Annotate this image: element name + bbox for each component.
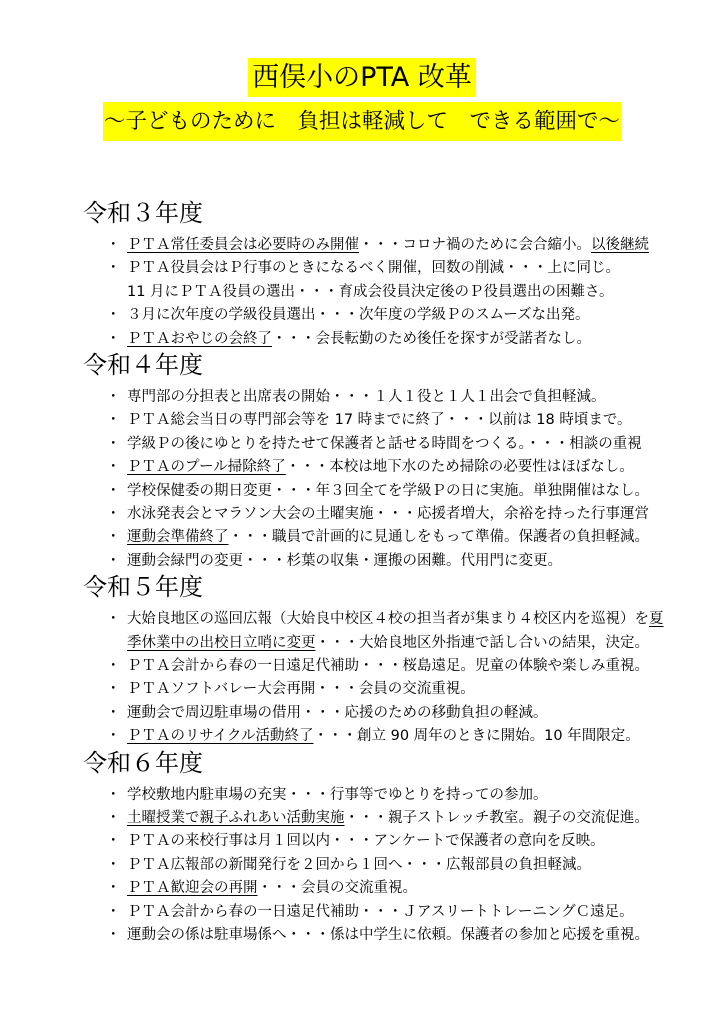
item-text-segment: ・・・親子ストレッチ教室。親子の交流促進。 <box>344 810 649 827</box>
page-title: 西俣小のPTA 改革 <box>248 58 476 97</box>
item-line <box>127 386 724 409</box>
item-text-segment: 大姶良地区の巡回広報（大姶良中校区４校の担当者が集まり４校区内を巡視）を <box>127 611 649 628</box>
list-item <box>106 550 724 573</box>
item-text <box>127 328 724 351</box>
item-line <box>127 608 724 631</box>
item-text <box>127 550 724 573</box>
list-item <box>106 433 724 456</box>
bullet-mark: ・ <box>106 810 121 827</box>
item-text <box>127 526 724 549</box>
underlined-text: ＰＴＡ常任委員会は必要時のみ開催 <box>127 237 359 253</box>
bullet-mark: ・ <box>106 833 121 850</box>
year-section <box>0 199 724 351</box>
item-line <box>127 328 724 351</box>
item-line <box>127 257 724 280</box>
item-line <box>127 456 724 479</box>
list-item <box>106 807 724 830</box>
list-item <box>106 854 724 877</box>
item-text <box>127 784 724 807</box>
item-text <box>127 807 724 830</box>
section-heading: 令和５年度 <box>83 573 203 602</box>
item-text <box>127 480 724 503</box>
item-text <box>127 830 724 853</box>
list-item <box>106 901 724 924</box>
item-text-segment: ＰＴＡ会計から春の一日遠足代補助・・・桜島遠足。児童の体験や楽しみ重視。 <box>127 658 649 675</box>
item-line <box>127 924 724 947</box>
item-text <box>127 924 724 947</box>
list-item <box>106 877 724 900</box>
list-item <box>106 924 724 947</box>
item-line <box>127 234 724 257</box>
list-item <box>106 386 724 409</box>
item-text <box>127 608 724 655</box>
item-line <box>127 877 724 900</box>
bullet-mark: ・ <box>106 330 121 347</box>
item-text <box>127 901 724 924</box>
list-item <box>106 725 724 748</box>
year-sections <box>0 199 724 948</box>
item-text-segment: ・・・会長転勤のため後任を探すが受諾者なし。 <box>272 330 591 347</box>
bullet-mark: ・ <box>106 529 121 546</box>
item-line <box>127 632 724 655</box>
list-item <box>106 456 724 479</box>
item-text <box>127 678 724 701</box>
underlined-text: 夏 <box>649 611 664 628</box>
list-item <box>106 702 724 725</box>
bullet-mark: ・ <box>106 856 121 873</box>
bullet-mark: ・ <box>106 552 121 569</box>
item-text-segment: ３月に次年度の学級役員選出・・・次年度の学級Ｐのスムーズな出発。 <box>127 307 590 324</box>
bullet-mark: ・ <box>106 435 121 452</box>
item-text-segment: 専門部の分担表と出席表の開始・・・１人１役と１人１出会で負担軽減。 <box>127 389 606 405</box>
item-text <box>127 433 724 456</box>
list-item <box>106 328 724 351</box>
item-text-segment: 学校敷地内駐車場の充実・・・行事等でゆとりを持っての参加。 <box>127 786 548 803</box>
item-list <box>0 386 724 573</box>
item-text-segment: ・・・本校は地下水のため掃除の必要性はほぼなし。 <box>285 459 634 476</box>
item-text-segment: ＰＴＡ広報部の新聞発行を２回から１回へ・・・広報部員の負担軽減。 <box>127 856 591 873</box>
underlined-text: ＰＴＡおやじの会終了 <box>127 330 272 347</box>
bullet-mark: ・ <box>106 237 121 253</box>
list-item <box>106 830 724 853</box>
item-line <box>127 725 724 748</box>
page-subtitle: ～子どものために 負担は軽減して できる範囲で～ <box>103 102 621 141</box>
item-text <box>127 234 724 257</box>
list-item <box>106 526 724 549</box>
item-text-segment: ＰＴＡソフトバレー大会再開・・・会員の交流重視。 <box>127 681 475 698</box>
title-block <box>0 58 724 97</box>
underlined-text: 土曜授業で親子ふれあい活動実施 <box>127 810 345 827</box>
item-text <box>127 386 724 409</box>
bullet-mark: ・ <box>106 786 121 803</box>
bullet-mark: ・ <box>106 307 121 324</box>
subtitle-block <box>0 102 724 141</box>
bullet-mark: ・ <box>106 728 121 745</box>
bullet-mark: ・ <box>106 611 121 628</box>
list-item <box>106 678 724 701</box>
item-text-segment: 運動会緑門の変更・・・杉葉の収集・運搬の困難。代用門に変更。 <box>127 552 562 569</box>
bullet-mark: ・ <box>106 412 121 429</box>
item-line <box>127 702 724 725</box>
item-line <box>127 433 724 456</box>
item-text-segment: 運動会で周辺駐車場の借用・・・応援のための移動負担の軽減。 <box>127 704 548 721</box>
item-line <box>127 678 724 701</box>
item-text <box>127 725 724 748</box>
item-text-segment: ・・・創立 90 周年のときに開始。10 年間限定。 <box>313 728 640 745</box>
bullet-mark: ・ <box>106 658 121 675</box>
item-text <box>127 655 724 678</box>
underlined-text: 季休業中の出校日立哨に変更 <box>127 634 316 651</box>
year-section <box>0 749 724 948</box>
item-text-segment: 水泳発表会とマラソン大会の土曜実施・・・応援者増大，余裕を持った行事運営 <box>127 506 649 523</box>
item-list <box>0 608 724 748</box>
section-heading: 令和４年度 <box>83 351 203 379</box>
bullet-mark: ・ <box>106 506 121 523</box>
bullet-mark: ・ <box>106 260 121 277</box>
item-text <box>127 854 724 877</box>
list-item <box>106 655 724 678</box>
bullet-mark: ・ <box>106 903 121 920</box>
item-list <box>0 234 724 351</box>
bullet-mark: ・ <box>106 459 121 476</box>
item-text <box>127 503 724 526</box>
item-text-segment: ・・・会員の交流重視。 <box>257 880 417 897</box>
item-text-segment: 学校保健委の期日変更・・・年３回全てを学級Ｐの日に実施。単独開催はなし。 <box>127 482 649 499</box>
item-line <box>127 854 724 877</box>
item-text-segment: ・・・大姶良地区外指連で話し合いの結果，決定。 <box>315 634 649 651</box>
underlined-text: ＰＴＡのリサイクル活動終了 <box>127 728 314 745</box>
item-text-segment: ＰＴＡ会計から春の一日遠足代補助・・・ＪアスリートトレーニングＣ遠足。 <box>127 903 634 920</box>
list-item <box>106 608 724 655</box>
bullet-mark: ・ <box>106 681 121 698</box>
year-section <box>0 573 724 748</box>
item-list <box>0 784 724 948</box>
item-text <box>127 877 724 900</box>
item-line <box>127 901 724 924</box>
underlined-text: 運動会準備終了 <box>127 529 229 546</box>
item-text-segment: 11 月にＰＴＡ役員の選出・・・育成会役員決定後のＰ役員選出の困難さ。 <box>127 283 614 300</box>
item-line <box>127 807 724 830</box>
item-text <box>127 409 724 432</box>
item-line <box>127 655 724 678</box>
list-item <box>106 234 724 257</box>
item-line <box>127 281 724 304</box>
list-item <box>106 257 724 304</box>
list-item <box>106 784 724 807</box>
item-line <box>127 503 724 526</box>
item-line <box>127 550 724 573</box>
item-text-segment: ・・・コロナ禍のために会合縮小。 <box>359 237 591 253</box>
bullet-mark: ・ <box>106 482 121 499</box>
item-text-segment: ＰＴＡ総会当日の専門部会等を 17 時までに終了・・・以前は 18 時頃まで。 <box>127 412 632 429</box>
item-line <box>127 480 724 503</box>
item-line <box>127 304 724 327</box>
bullet-mark: ・ <box>106 927 121 944</box>
item-text-segment: 運動会の係は駐車場係へ・・・係は中学生に依頼。保護者の参加と応援を重視。 <box>127 927 649 944</box>
bullet-mark: ・ <box>106 880 121 897</box>
item-line <box>127 830 724 853</box>
item-line <box>127 784 724 807</box>
item-text-segment: ・・・職員で計画的に見通しをもって準備。保護者の負担軽減。 <box>228 529 649 546</box>
bullet-mark: ・ <box>106 389 121 405</box>
section-heading: 令和６年度 <box>83 748 203 777</box>
item-text <box>127 257 724 304</box>
list-item <box>106 304 724 327</box>
item-text <box>127 304 724 327</box>
item-line <box>127 409 724 432</box>
item-text-segment: ＰＴＡ役員会はＰ行事のときになるべく開催，回数の削減・・・上に同じ。 <box>127 260 620 277</box>
bullet-mark: ・ <box>106 704 121 721</box>
underlined-text: 以後継続 <box>591 237 649 253</box>
item-text <box>127 702 724 725</box>
item-line <box>127 526 724 549</box>
list-item <box>106 480 724 503</box>
section-heading: 令和３年度 <box>83 199 203 227</box>
item-text <box>127 456 724 479</box>
year-section <box>0 351 724 573</box>
list-item <box>106 409 724 432</box>
item-text-segment: ＰＴＡの来校行事は月１回以内・・・アンケートで保護者の意向を反映。 <box>127 833 605 850</box>
underlined-text: ＰＴＡ歓迎会の再開 <box>127 880 258 897</box>
list-item <box>106 503 724 526</box>
item-text-segment: 学級Ｐの後にゆとりを持たせて保護者と話せる時間をつくる。・・・相談の重視 <box>127 435 642 452</box>
underlined-text: ＰＴＡのプール掃除終了 <box>127 459 286 476</box>
